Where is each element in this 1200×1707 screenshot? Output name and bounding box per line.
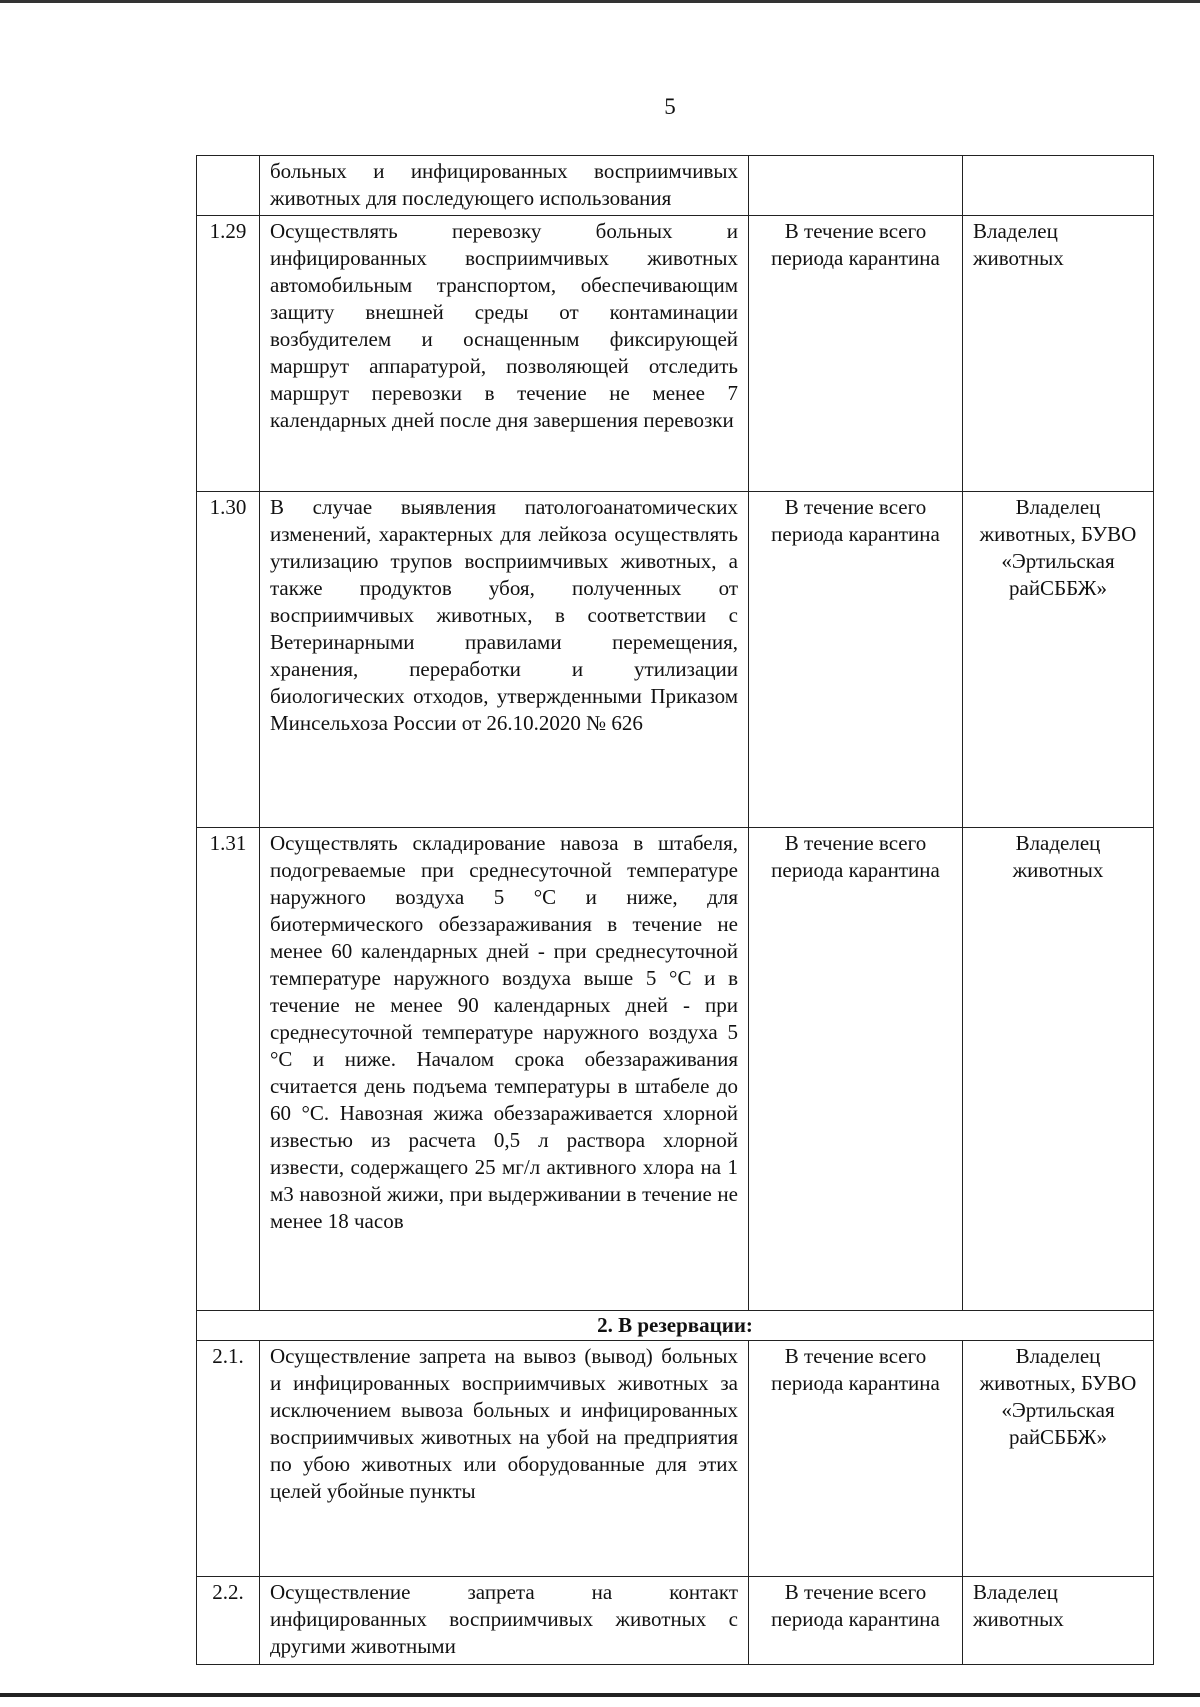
row-description: больных и инфицированных восприимчивых животных для последующего использования — [260, 156, 749, 216]
row-responsible: Владелец животных — [963, 828, 1154, 1311]
table-row — [197, 828, 1154, 1311]
row-term: В течение всего периода карантина — [749, 492, 963, 828]
table-row — [197, 1577, 1154, 1665]
row-number: 1.29 — [197, 216, 260, 492]
row-responsible: Владелец животных — [963, 216, 1154, 492]
row-term: В течение всего периода карантина — [749, 1577, 963, 1665]
row-description: Осуществлять складирование навоза в штабеля, подогреваемые при среднесуточной температуре наружного воздуха 5 °С и ниже, для биотермического обеззараживания в течение не менее 60 календарных дней - при среднесуточной температуре наружного воздуха выше 5 °С и в течение не менее 90 календарных дней - при среднесуточной температуре наружного воздуха 5 °С и ниже. Началом срока обеззараживания считается день подъема температуры в штабеле до 60 °С. Навозная жижа обеззараживается хлорной известью из расчета 0,5 л раствора хлорной извести, содержащего 25 мг/л активного хлора на 1 м3 навозной жижи, при выдерживании в течение не менее 18 часов — [260, 828, 749, 1311]
row-description: Осуществление запрета на контакт инфицированных восприимчивых животных с другими животными — [260, 1577, 749, 1665]
row-description: Осуществление запрета на вывоз (вывод) больных и инфицированных восприимчивых животных за исключением вывоза больных и инфицированных восприимчивых животных на убой на предприятия по убою животных или оборудованные для этих целей убойные пункты — [260, 1341, 749, 1577]
row-number — [197, 156, 260, 216]
scan-top-edge — [0, 0, 1200, 3]
measures-table — [196, 155, 1154, 1665]
section-header-row — [197, 1311, 1154, 1341]
row-responsible: Владелец животных, БУВО «Эртильская райСББЖ» — [963, 492, 1154, 828]
table-row — [197, 216, 1154, 492]
row-term — [749, 156, 963, 216]
row-number: 2.1. — [197, 1341, 260, 1577]
row-description: В случае выявления патологоанатомических изменений, характерных для лейкоза осуществлять утилизацию трупов восприимчивых животных, а также продуктов убоя, полученных от восприимчивых животных, в соответствии с Ветеринарными правилами перемещения, хранения, переработки и утилизации биологических отходов, утвержденными Приказом Минсельхоза России от 26.10.2020 № 626 — [260, 492, 749, 828]
table-row — [197, 492, 1154, 828]
row-responsible: Владелец животных, БУВО «Эртильская райСББЖ» — [963, 1341, 1154, 1577]
row-term: В течение всего периода карантина — [749, 1341, 963, 1577]
row-term: В течение всего периода карантина — [749, 216, 963, 492]
scan-bottom-edge — [0, 1693, 1200, 1697]
table-row — [197, 1341, 1154, 1577]
row-responsible: Владелец животных — [963, 1577, 1154, 1665]
row-number: 1.30 — [197, 492, 260, 828]
row-responsible — [963, 156, 1154, 216]
row-number: 2.2. — [197, 1577, 260, 1665]
table-row — [197, 156, 1154, 216]
row-number: 1.31 — [197, 828, 260, 1311]
row-description: Осуществлять перевозку больных и инфицированных восприимчивых животных автомобильным транспортом, обеспечивающим защиту внешней среды от контаминации возбудителем и оснащенным фиксирующей маршрут аппаратурой, позволяющей отследить маршрут перевозки в течение не менее 7 календарных дней после дня завершения перевозки — [260, 216, 749, 492]
row-term: В течение всего периода карантина — [749, 828, 963, 1311]
page-number: 5 — [664, 94, 676, 119]
section-title: 2. В резервации: — [197, 1311, 1154, 1341]
